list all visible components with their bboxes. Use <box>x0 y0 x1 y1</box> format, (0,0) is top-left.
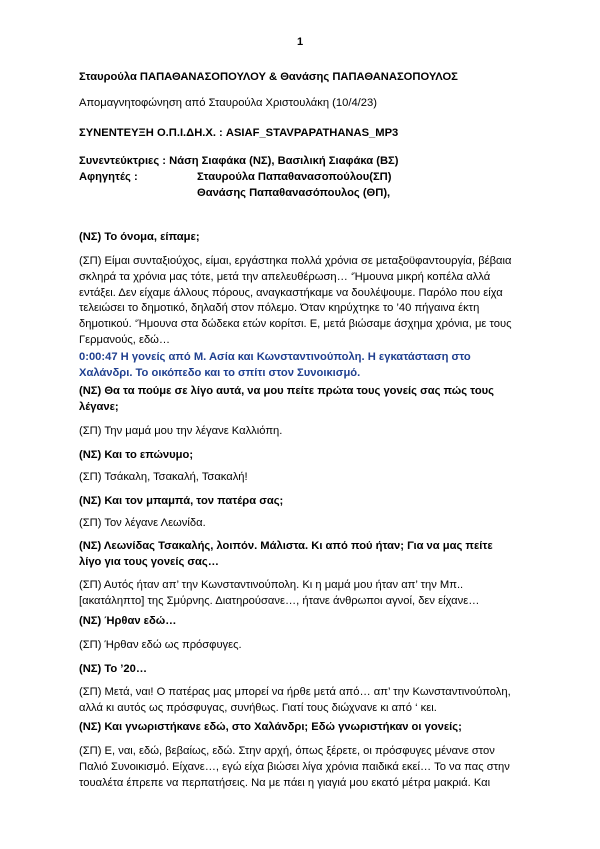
question: (ΝΣ) Το όνομα, είπαμε; <box>79 231 200 243</box>
answer-line: εντάξει. Δεν είχαμε άλλους πόρους, αναγκαστήκαμε να δουλέψουμε. Παρόλο που είχα <box>79 286 503 299</box>
answer-paragraph <box>79 744 531 791</box>
answer-line: σκληρά τα χρόνια μας τότε, μετά την απελευθέρωση… ‘Ήμουνα μικρή κοπέλα αλλά <box>79 270 491 283</box>
question <box>79 384 531 416</box>
answer-line: Παλιό Συνοικισμό. Είχανε…, εγώ είχα βιώσει λίγα χρόνια παιδικά εκεί… Το να πας στην <box>79 760 510 773</box>
answer-line: (ΣΠ) Μετά, ναι! Ο πατέρας μας μπορεί να ήρθε μετά από… απ’ την Κωνσταντινούπολη, <box>79 686 511 698</box>
answer-line: Γερμανούς, εδώ… <box>79 333 171 346</box>
interview-id: ΣΥΝΕΝΤΕΥΞΗ Ο.Π.Ι.ΔΗ.Χ. : ASIAF_STAVPAPATHANAS_MP3 <box>79 127 399 139</box>
answer-line: (ΣΠ) Τον λέγανε Λεωνίδα. <box>79 517 206 529</box>
section-heading-line: 0:00:47 Η γονείς από Μ. Ασία και Κωνσταντινούπολη. Η εγκατάσταση στο <box>79 351 471 363</box>
question: (ΝΣ) Και τον μπαμπά, τον πατέρα σας; <box>79 495 284 507</box>
document-title: Σταυρούλα ΠΑΠΑΘΑΝΑΣΟΠΟΥΛΟΥ & Θανάσης ΠΑΠΑΘΑΝΑΣΟΠΟΥΛΟΣ <box>79 71 458 83</box>
answer-line: τελειώσει το δημοτικό, δηλαδή στον πόλεμο. Όταν κηρύχτηκε το ’40 πήγαινα έκτη <box>79 302 480 315</box>
answer-line: (ΣΠ) Είμαι συνταξιούχος, είμαι, εργάστηκα πολλά χρόνια σε μεταξοϋφαντουργία, βέβαια <box>79 255 512 267</box>
answer-line: (ΣΠ) Τσάκαλη, Τσακαλή, Τσακαλή! <box>79 471 248 483</box>
narrators-line <box>79 170 539 185</box>
question-line: (ΝΣ) Λεωνίδας Τσακαλής, λοιπόν. Μάλιστα. Κι από πού ήταν; Για να μας πείτε <box>79 540 493 552</box>
narrator-1: Σταυρούλα Παπαθανασοπούλου(ΣΠ) <box>197 171 392 183</box>
question <box>79 539 531 571</box>
interviewers-line: Συνεντεύκτριες : Νάση Σιαφάκα (ΝΣ), Βασιλική Σιαφάκα (ΒΣ) <box>79 155 399 167</box>
question-line: (ΝΣ) Θα τα πούμε σε λίγο αυτά, να μου πείτε πρώτα τους γονείς σας πώς τους <box>79 385 494 397</box>
answer-paragraph <box>79 685 531 717</box>
question: (ΝΣ) Ήρθαν εδώ… <box>79 615 177 627</box>
answer-line: (ΣΠ) Αυτός ήταν απ’ την Κωνσταντινούπολη. Κι η μαμά μου ήταν απ’ την Μπ.. <box>79 579 464 591</box>
question-line: λίγο για τους γονείς σας… <box>79 555 219 568</box>
answer-paragraph <box>79 578 531 610</box>
transcription-credit: Απομαγνητοφώνηση από Σταυρούλα Χριστουλάκη (10/4/23) <box>79 97 377 109</box>
section-heading <box>79 350 531 382</box>
answer-line: δημοτικού. ‘Ήμουνα στα δώδεκα ετών κορίτσι. Ε, μετά βιώσαμε άσχημα χρόνια, με τους <box>79 318 512 331</box>
question: (ΝΣ) Το ’20… <box>79 663 148 675</box>
answer-line: (ΣΠ) Ήρθαν εδώ ως πρόσφυγες. <box>79 639 242 651</box>
answer-line: αλλά κι αυτός ως πρόσφυγας, συνήθως. Γιατί τους διώχνανε κι από ‘ κει. <box>79 701 437 714</box>
question: (ΝΣ) Και το επώνυμο; <box>79 449 194 461</box>
answer-line: (ΣΠ) Ε, ναι, εδώ, βεβαίως, εδώ. Στην αρχή, όπως ξέρετε, οι πρόσφυγες μένανε στον <box>79 745 495 757</box>
answer-line: τουαλέτα έπρεπε να περπατήσεις. Να με πάει η γιαγιά μου εκατό μέτρα μακριά. Και <box>79 776 491 789</box>
narrators-label: Αφηγητές : <box>79 171 138 183</box>
answer-line: (ΣΠ) Την μαμά μου την λέγανε Καλλιόπη. <box>79 425 283 437</box>
question: (ΝΣ) Και γνωριστήκανε εδώ, στο Χαλάνδρι; Εδώ γνωριστήκαν οι γονείς; <box>79 721 462 733</box>
page-number: 1 <box>296 36 304 48</box>
answer-paragraph <box>79 254 531 349</box>
narrator-2: Θανάσης Παπαθανασόπουλος (ΘΠ), <box>197 187 391 199</box>
question-line: λέγανε; <box>79 400 119 413</box>
section-heading-line: Χαλάνδρι. Το οικόπεδο και το σπίτι στον Συνοικισμό. <box>79 366 361 379</box>
answer-line: [ακατάληπτο] της Σμύρνης. Διατηρούσανε…, ήτανε άνθρωποι αγνοί, δεν είχανε… <box>79 594 480 607</box>
